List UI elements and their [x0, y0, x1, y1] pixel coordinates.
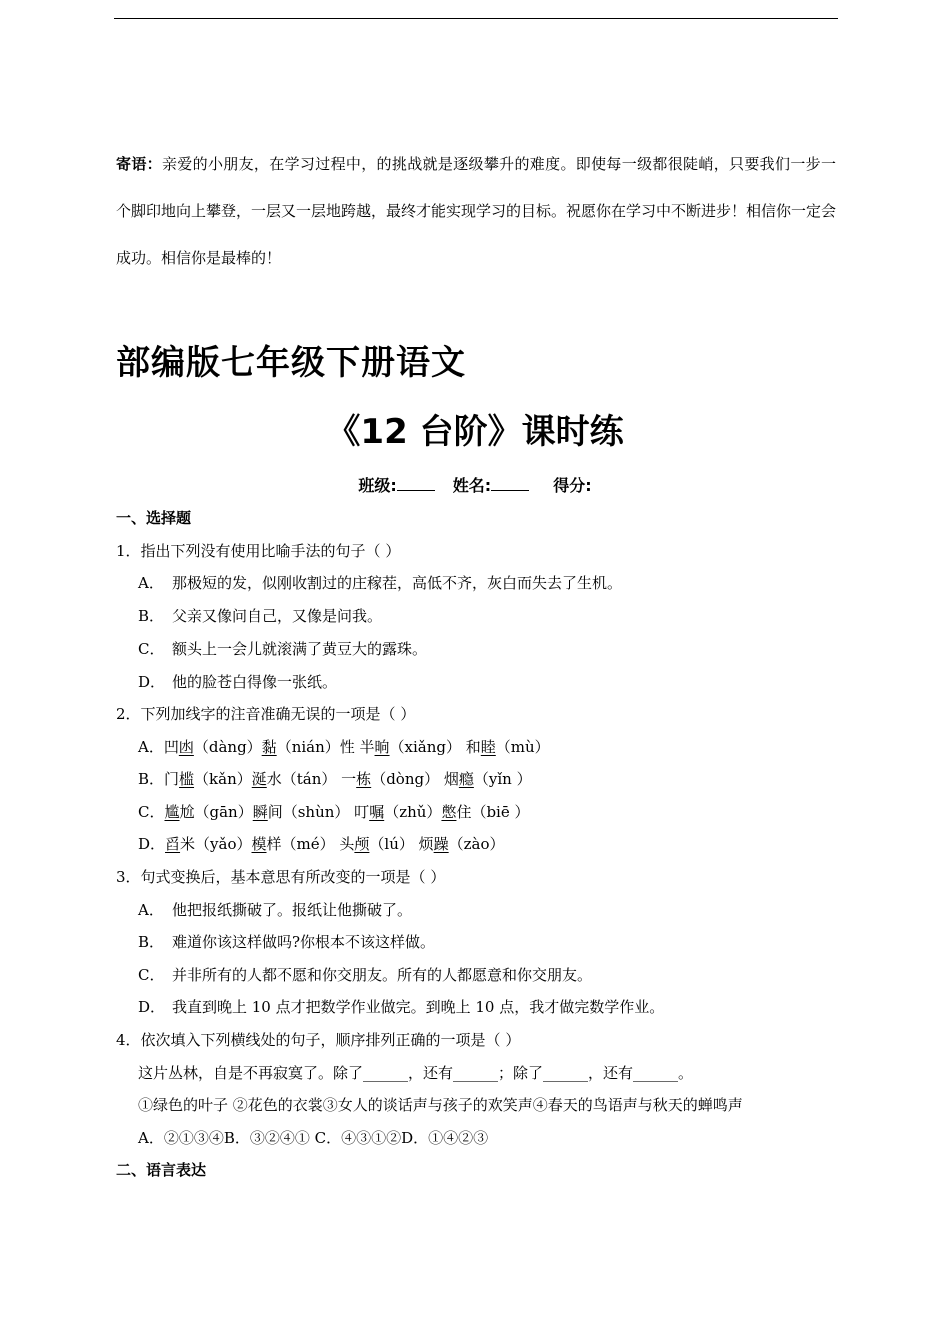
score-label: 得分:: [553, 476, 592, 495]
q2-option-c: C．尴尬（gān）瞬间（shùn） 叮嘱（zhǔ）憋住（biē ）: [138, 803, 530, 821]
greeting-label: 寄语：: [116, 155, 162, 173]
q2-stem: 2．下列加线字的注音准确无误的一项是（ ）: [116, 705, 416, 723]
q2-option-b: B．门槛（kǎn）涎水（tán） 一栋（dòng） 烟瘾（yǐn ）: [138, 770, 532, 788]
class-label: 班级:: [358, 476, 397, 495]
q3-option-b: [138, 931, 435, 952]
q3-option-d: [138, 996, 664, 1017]
q2-option-a: A．凹凼（dàng）黏（nián）性 半晌（xiǎng） 和睦（mù）: [138, 738, 550, 756]
option-text: 难道你该这样做吗?你根本不该这样做。: [172, 933, 436, 951]
q4-items: ①绿色的叶子 ②花色的衣裳③女人的谈话声与孩子的欢笑声④春天的鸟语声与秋天的蝉鸣声: [138, 1096, 743, 1114]
greeting-text: 亲爱的小朋友，在学习过程中，的挑战就是逐级攀升的难度。即使每一级都很陡峭，只要我们一步一个脚印地向上攀登，一层又一层地跨越，最终才能实现学习的目标。祝愿你在学习中不断进步！相信你一定会成功。相信你是最棒的！: [116, 155, 837, 267]
option-label: C．: [138, 640, 165, 658]
name-blank: [491, 476, 529, 491]
class-blank: [397, 476, 435, 491]
q4-passage: 这片丛林，自是不再寂寞了。除了______，还有______；除了______，还有______。: [138, 1064, 694, 1082]
q1-option-b: [138, 605, 382, 626]
greeting-paragraph: [116, 141, 836, 282]
option-text: 那极短的发，似刚收割过的庄稼茬，高低不齐，灰白而失去了生机。: [172, 574, 623, 592]
option-label: A．: [138, 574, 164, 592]
option-label: D．: [138, 673, 166, 691]
q1-option-d: [138, 671, 337, 692]
option-label: B．: [138, 607, 165, 625]
q3-option-a: [138, 899, 412, 920]
q2-option-d: D．舀米（yǎo）模样（mé） 头颅（lú） 烦躁（zào）: [138, 835, 505, 853]
section-language-heading: 二、语言表达: [116, 1161, 207, 1179]
option-label: B．: [138, 933, 165, 951]
q1-stem: 1．指出下列没有使用比喻手法的句子（ ）: [116, 542, 401, 560]
q1-option-c: [138, 638, 427, 659]
lesson-title: 《12 台阶》课时练: [326, 412, 624, 452]
option-text: 他把报纸撕破了。报纸让他撕破了。: [172, 901, 413, 919]
option-label: C．: [138, 966, 165, 984]
q4-options: A．②①③④B．③②④① C．④③①②D．①④②③: [138, 1129, 489, 1147]
student-info-row: [0, 473, 950, 496]
header-rule: [114, 18, 838, 19]
option-text: 他的脸苍白得像一张纸。: [172, 673, 338, 691]
option-text: 额头上一会儿就滚满了黄豆大的露珠。: [172, 640, 428, 658]
option-text: 并非所有的人都不愿和你交朋友。所有的人都愿意和你交朋友。: [172, 966, 593, 984]
option-label: A．: [138, 901, 164, 919]
name-label: 姓名:: [452, 476, 492, 495]
option-label: D．: [138, 998, 166, 1016]
document-title: 部编版七年级下册语文: [116, 343, 466, 383]
q3-option-c: [138, 964, 592, 985]
option-text: 父亲又像问自己，又像是问我。: [172, 607, 383, 625]
q3-stem: 3．句式变换后，基本意思有所改变的一项是（ ）: [116, 868, 446, 886]
option-text: 我直到晚上 10 点才把数学作业做完。到晚上 10 点，我才做完数学作业。: [172, 998, 665, 1016]
q1-option-a: [138, 572, 622, 593]
q4-stem: 4．依次填入下列横线处的句子，顺序排列正确的一项是（ ）: [116, 1031, 521, 1049]
section-choice-heading: 一、选择题: [116, 509, 192, 527]
